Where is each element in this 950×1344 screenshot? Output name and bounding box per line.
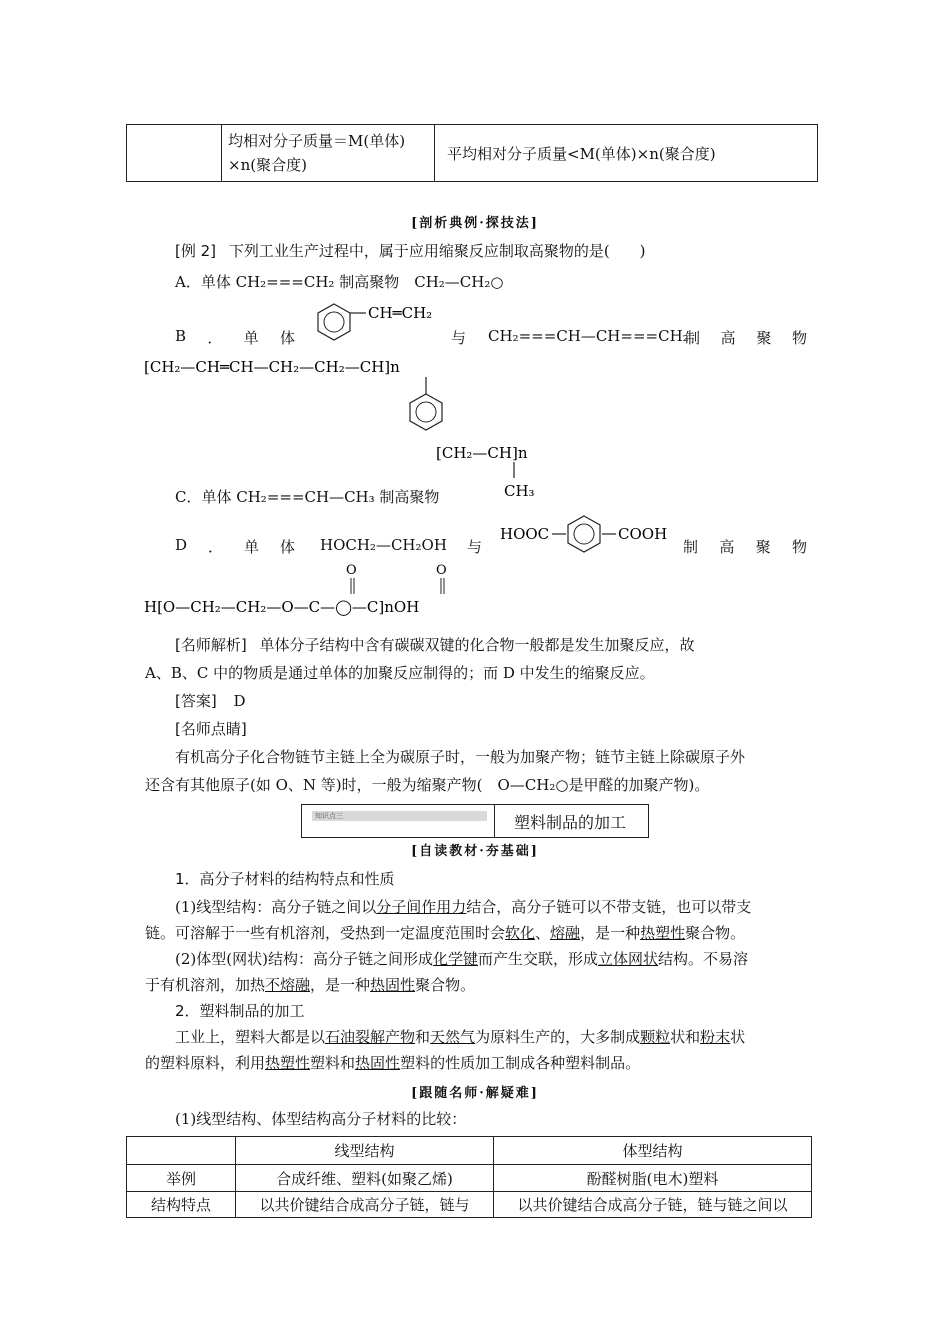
option-d-tail <box>683 536 807 557</box>
option-b-tail <box>685 327 807 348</box>
option-b-char-1: 单 <box>243 329 259 347</box>
compare-header-linear: 线型结构 <box>236 1137 494 1165</box>
option-b-tail-1: 制 <box>685 329 701 347</box>
knowledge-point-box <box>301 804 649 838</box>
answer-value: D <box>233 692 246 710</box>
top-table-cell-3: 平均相对分子质量<M(单体)×n(聚合度) <box>435 125 818 182</box>
analysis-line-1 <box>175 634 807 656</box>
option-d-letter: D <box>175 536 188 554</box>
compare-header-network: 体型结构 <box>494 1137 812 1165</box>
top-table-empty-cell <box>127 125 222 182</box>
compare-row2-network: 以共价键结合成高分子链，链与链之间以 <box>494 1192 812 1218</box>
blank-soften: 软化 <box>505 924 536 942</box>
tips-tag: [名师点睛] <box>175 720 247 738</box>
compare-table-header <box>127 1137 812 1165</box>
compare-intro: (1)线型结构、体型结构高分子材料的比较： <box>175 1110 467 1128</box>
section-heading-examples: [剖析典例·探技法] <box>411 216 539 231</box>
top-table-cell-2-line2: ×n(聚合度) <box>228 156 307 174</box>
blank-melt: 熔融 <box>550 924 581 942</box>
blank-thermoset: 热固性 <box>370 976 416 994</box>
option-b-label <box>175 327 295 348</box>
compare-row1-linear: 合成纤维、塑料(如聚乙烯) <box>236 1165 494 1192</box>
option-b-polymer-structure <box>140 352 480 436</box>
option-d-tail-4: 物 <box>791 538 807 556</box>
terephthalic-acid-structure <box>498 512 684 558</box>
blank-natural-gas: 天然气 <box>430 1028 476 1046</box>
option-d-dot: ． <box>208 538 224 556</box>
option-d-label <box>175 536 295 557</box>
example-tag: [例 2] <box>175 242 217 260</box>
analysis-text-1: 单体分子结构中含有碳碳双键的化合物一般都是发生加聚反应，故 <box>259 636 695 654</box>
p1-title: 1．高分子材料的结构特点和性质 <box>175 870 395 888</box>
styrene-structure <box>312 300 462 346</box>
option-b-and: 与 <box>451 329 467 347</box>
analysis-tag: [名师解析] <box>175 636 247 654</box>
option-c: C．单体 CH₂===CH—CH₃ 制高聚物 <box>175 488 440 506</box>
option-b-char-2: 体 <box>279 329 295 347</box>
blank-thermoplastic: 热塑性 <box>640 924 686 942</box>
option-d-and: 与 <box>467 538 483 556</box>
blank-infusible: 不熔融 <box>265 976 311 994</box>
blank-network: 立体网状 <box>598 950 659 968</box>
p1-s2-line1: (2)体型(网状)结构：高分子链之间形成化学键而产生交联，形成立体网状结构。不易溶 <box>175 950 749 968</box>
p1-s1-line2: 链。可溶解于一些有机溶剂，受热到一定温度范围时会软化、熔融，是一种热塑性聚合物。 <box>145 924 746 942</box>
option-d-char-1: 单 <box>243 538 259 556</box>
tips-line-2: 还含有其他原子(如 O、N 等)时，一般为缩聚产物( O—CH₂○是甲醛的加聚产物)。 <box>145 776 710 794</box>
compare-row1-network: 酚醛树脂(电木)塑料 <box>494 1165 812 1192</box>
option-c-polymer-sub: CH₃ <box>504 482 535 500</box>
answer-tag: [答案] <box>175 692 217 710</box>
option-b-tail-4: 物 <box>791 329 807 347</box>
option-d-polymer-text: H[O—CH₂—CH₂—O—C—◯—C]nOH <box>144 598 420 616</box>
compare-table <box>126 1136 812 1218</box>
svg-text:O: O <box>436 563 447 578</box>
compare-row2-linear: 以共价键结合成高分子链，链与 <box>236 1192 494 1218</box>
tips-line-1: 有机高分子化合物链节主链上全为碳原子时，一般为加聚产物；链节主链上除碳原子外 <box>175 748 746 766</box>
p1-s2-line2: 于有机溶剂，加热不熔融，是一种热固性聚合物。 <box>145 976 476 994</box>
option-b-polymer-text: [CH₂—CH═CH—CH₂—CH₂—CH]n <box>144 358 400 376</box>
option-d-tail-1: 制 <box>683 538 699 556</box>
blank-thermoplastic-2: 热塑性 <box>265 1054 311 1072</box>
top-table-cell-2 <box>222 125 435 182</box>
p2-line1: 工业上，塑料大都是以石油裂解产物和天然气为原料生产的，大多制成颗粒状和粉末状 <box>175 1028 746 1046</box>
blank-powder: 粉末 <box>700 1028 731 1046</box>
p2-title: 2．塑料制品的加工 <box>175 1002 305 1020</box>
p1-s1-line1: (1)线型结构：高分子链之间以分子间作用力结合，高分子链可以不带支链，也可以带支 <box>175 898 752 916</box>
answer-line <box>175 690 807 712</box>
blank-petroleum-cracking: 石油裂解产物 <box>325 1028 416 1046</box>
option-d-polymer-structure <box>140 560 510 620</box>
option-b-tail-3: 聚 <box>756 329 772 347</box>
option-b-dot: ． <box>207 329 223 347</box>
option-b-monomer-2: CH₂===CH—CH===CH₂ <box>488 327 689 345</box>
styrene-label: CH═CH₂ <box>368 304 433 322</box>
blank-thermoset-2: 热固性 <box>355 1054 401 1072</box>
terephthalic-left: HOOC <box>500 525 550 543</box>
compare-header-empty <box>127 1137 236 1165</box>
blank-granule: 颗粒 <box>640 1028 671 1046</box>
blank-chemical-bond: 化学键 <box>432 950 478 968</box>
table-row <box>127 1165 812 1192</box>
option-d-tail-2: 高 <box>719 538 735 556</box>
knowledge-point-title: 塑料制品的加工 <box>514 813 627 832</box>
analysis-line-2: A、B、C 中的物质是通过单体的加聚反应制得的；而 D 中发生的缩聚反应。 <box>145 664 655 682</box>
compare-row2-label: 结构特点 <box>127 1192 236 1218</box>
top-table-cell-2-line1: 均相对分子质量＝M(单体) <box>228 132 406 150</box>
p2-line2: 的塑料原料，利用热塑性塑料和热固性塑料的性质加工制成各种塑料制品。 <box>145 1054 641 1072</box>
section-heading-reading: [自读教材·夯基础] <box>411 844 539 859</box>
svg-text:O: O <box>346 563 357 578</box>
option-b-letter: B <box>175 327 187 345</box>
option-b-tail-2: 高 <box>720 329 736 347</box>
example-question <box>175 240 807 262</box>
top-table <box>126 124 818 182</box>
terephthalic-right: COOH <box>618 525 668 543</box>
option-d-char-2: 体 <box>279 538 295 556</box>
knowledge-point-badge: 知识点三 <box>312 811 487 821</box>
option-c-polymer-main: [CH₂—CH]n <box>436 444 528 462</box>
compare-row1-label: 举例 <box>127 1165 236 1192</box>
blank-intermolecular-force: 分子间作用力 <box>376 898 467 916</box>
example-question-text: 下列工业生产过程中，属于应用缩聚反应制取高聚物的是( ) <box>228 242 646 260</box>
table-row <box>127 1192 812 1218</box>
section-heading-difficulties: [跟随名师·解疑难] <box>411 1086 539 1101</box>
option-a: A．单体 CH₂===CH₂ 制高聚物 CH₂—CH₂○ <box>175 273 504 291</box>
option-d-tail-3: 聚 <box>755 538 771 556</box>
option-d-monomer-1: HOCH₂—CH₂OH <box>320 536 447 554</box>
